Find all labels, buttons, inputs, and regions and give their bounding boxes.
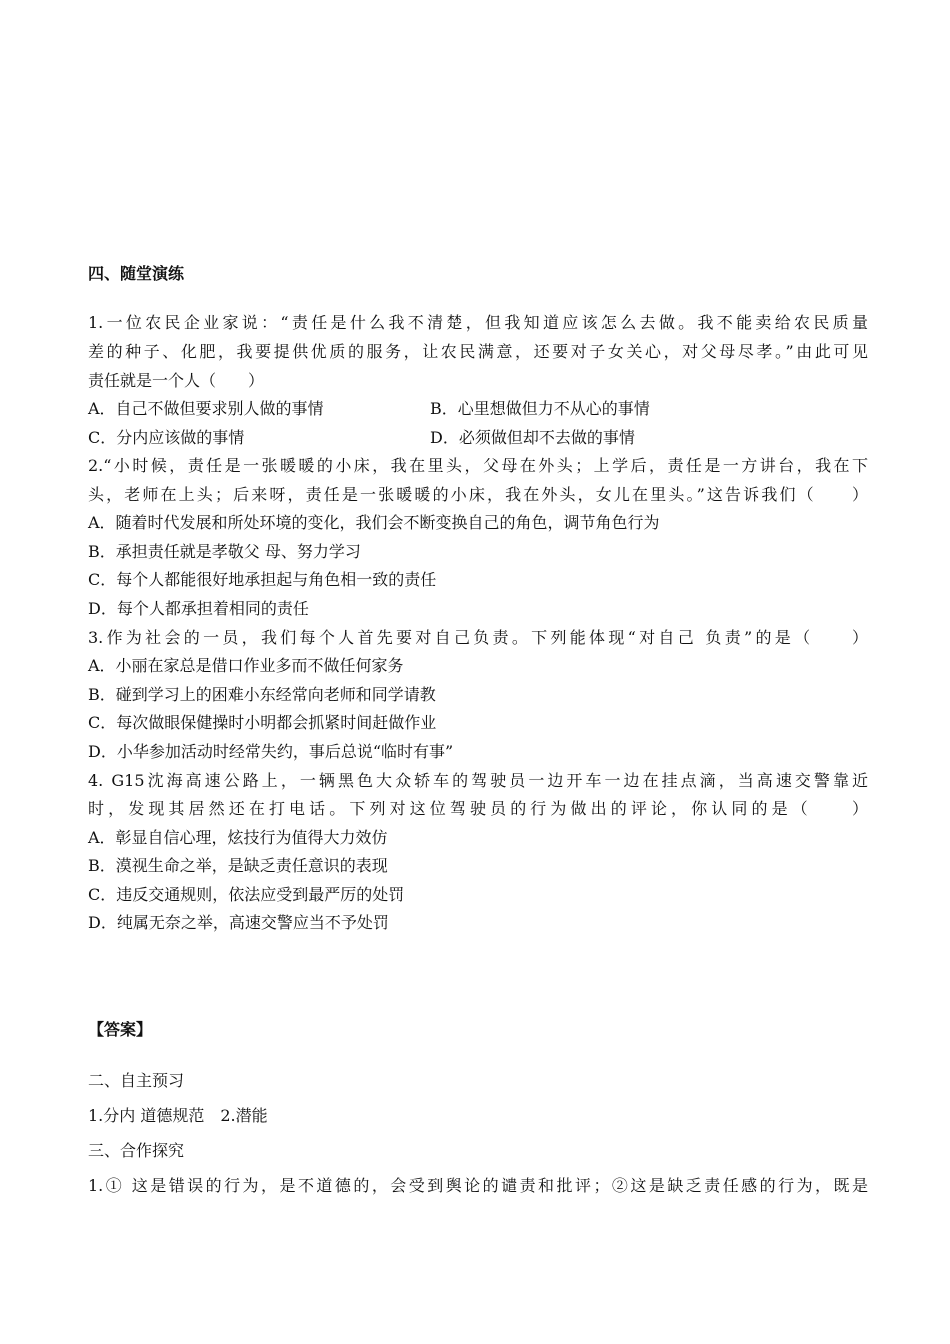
q1-option-b: B．心里想做但力不从心的事情 (430, 399, 650, 418)
q3-option-c: C．每次做眼保健操时小明都会抓紧时间赶做作业 (88, 713, 437, 732)
q3-option-d: D．小华参加活动时经常失约，事后总说“临时有事” (88, 742, 454, 761)
q1-stem-line-3: 责任就是一个人（ ） (88, 371, 265, 390)
answers-section-2-title: 二、自主预习 (88, 1071, 185, 1090)
q2-stem-line-1: 2.“小时候，责任是一张暖暖的小床，我在里头，父母在外头；上学后，责任是一方讲台，我在下 (88, 456, 868, 475)
answers-section-3-line: 1.① 这是错误的行为，是不道德的，会受到舆论的谴责和批评；②这是缺乏责任感的行为，既是 (88, 1176, 868, 1195)
q4-option-b: B．漠视生命之举，是缺乏责任意识的表现 (88, 856, 388, 875)
q4-option-a: A．彰显自信心理，炫技行为值得大力效仿 (88, 828, 388, 847)
document-page (88, 0, 868, 1344)
answers-section-2-line: 1.分内 道德规范 2.潜能 (88, 1106, 268, 1125)
q1-option-a: A．自己不做但要求别人做的事情 (88, 399, 324, 418)
q3-option-b: B．碰到学习上的困难小东经常向老师和同学请教 (88, 685, 436, 704)
answers-heading: 【答案】 (88, 1020, 153, 1039)
q1-option-d: D．必须做但却不去做的事情 (430, 428, 635, 447)
q2-option-b: B．承担责任就是孝敬父 母、努力学习 (88, 542, 361, 561)
q2-option-a: A．随着时代发展和所处环境的变化，我们会不断变换自己的角色，调节角色行为 (88, 513, 660, 532)
q1-option-c: C．分内应该做的事情 (88, 428, 245, 447)
q3-option-a: A．小丽在家总是借口作业多而不做任何家务 (88, 656, 404, 675)
q4-stem-line-1: 4. G15沈海高速公路上，一辆黑色大众轿车的驾驶员一边开车一边在挂点滴，当高速交警靠近 (88, 771, 868, 790)
q2-stem-line-2: 头，老师在上头；后来呀，责任是一张暖暖的小床，我在外头，女儿在里头。”这告诉我们（ ） (88, 485, 868, 504)
q2-option-d: D．每个人都承担着相同的责任 (88, 599, 309, 618)
q3-stem-line-1: 3.作为社会的一员，我们每个人首先要对自己负责。下列能体现“对自己 负责”的是（ ） (88, 628, 868, 647)
q4-stem-line-2: 时，发现其居然还在打电话。下列对这位驾驶员的行为做出的评论，你认同的是（ ） (88, 799, 868, 818)
q1-stem-line-2: 差的种子、化肥，我要提供优质的服务，让农民满意，还要对子女关心，对父母尽孝。”由此可见 (88, 342, 868, 361)
answers-section-3-title: 三、合作探究 (88, 1141, 185, 1160)
q4-option-c: C．违反交通规则，依法应受到最严厉的处罚 (88, 885, 405, 904)
practice-heading: 四、随堂演练 (88, 264, 185, 283)
q1-stem-line-1: 1.一位农民企业家说：“责任是什么我不清楚，但我知道应该怎么去做。我不能卖给农民质量 (88, 313, 868, 332)
q4-option-d: D．纯属无奈之举，高速交警应当不予处罚 (88, 913, 389, 932)
q2-option-c: C．每个人都能很好地承担起与角色相一致的责任 (88, 570, 437, 589)
